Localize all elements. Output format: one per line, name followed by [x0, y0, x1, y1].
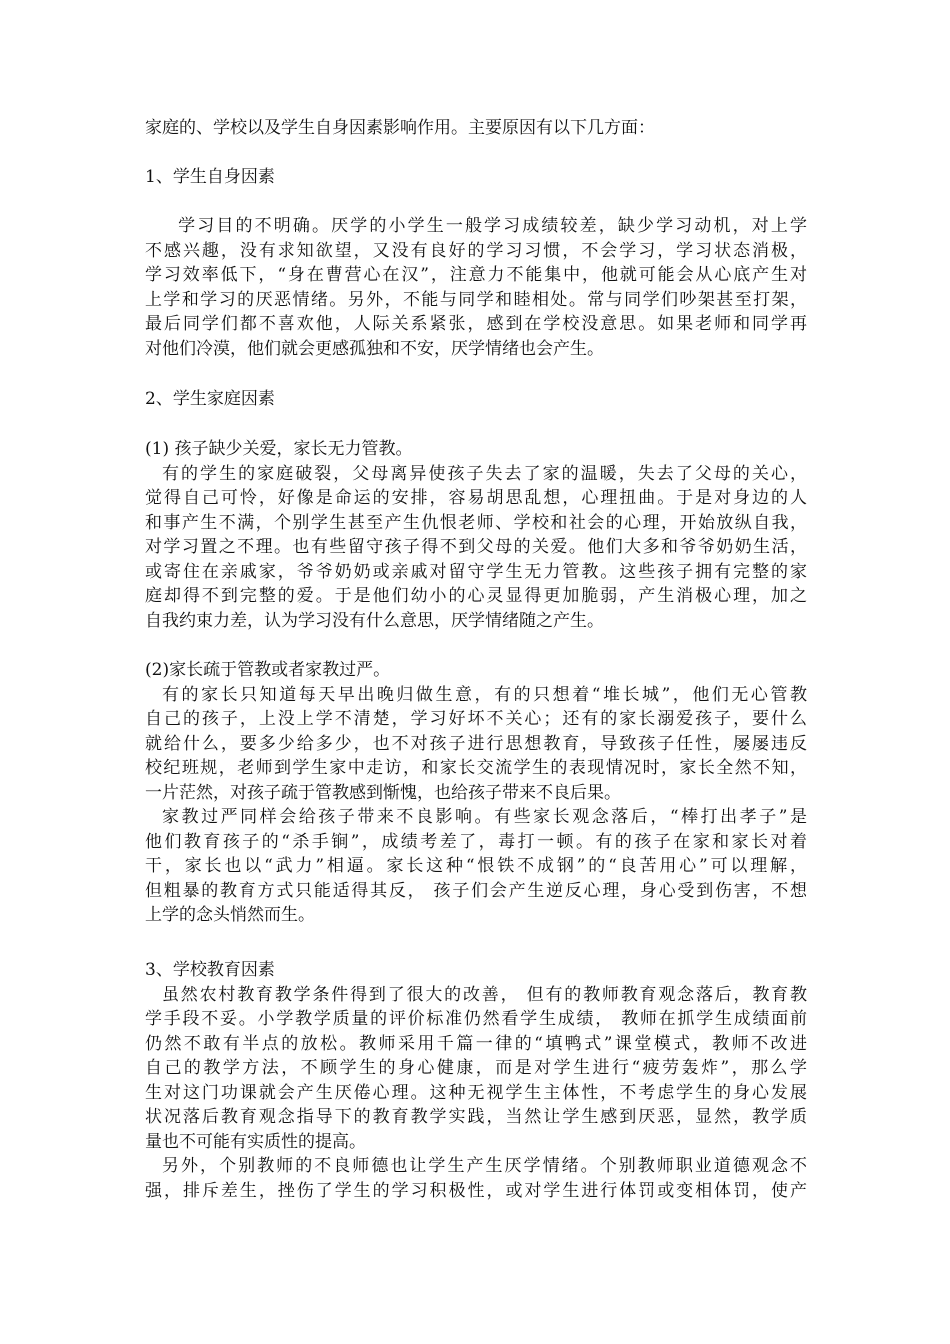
paragraph-family-discipline — [145, 658, 807, 928]
text-line: 觉得自己可怜，好像是命运的安排，容易胡思乱想，心理扭曲。于是对身边的人 — [145, 488, 807, 508]
text-line: 或寄住在亲戚家，爷爷奶奶或亲戚对留守学生无力管教。这些孩子拥有完整的家 — [145, 561, 807, 582]
text-line: 对他们冷漠，他们就会更感孤独和不安，厌学情绪也会产生。 — [145, 338, 604, 359]
text-line: 仍然不敢有半点的放松。教师采用千篇一律的“填鸭式”课堂模式，教师不改进 — [145, 1033, 807, 1054]
text-line: 强，排斥差生，挫伤了学生的学习积极性，或对学生进行体罚或变相体罚，使产 — [145, 1180, 807, 1201]
text-line: 最后同学们都不喜欢他，人际关系紧张，感到在学校没意思。如果老师和同学再 — [145, 314, 807, 334]
paragraph-family-lack-care — [145, 437, 807, 633]
section-heading-1 — [145, 165, 807, 190]
text-line: 1、学生自身因素 — [145, 167, 275, 187]
text-line: 学手段不妥。小学教学质量的评价标准仍然看学生成绩， 教师在抓学生成绩面前 — [145, 1009, 807, 1029]
text-line: 家教过严同样会给孩子带来不良影响。有些家长观念落后，“棒打出孝子”是 — [162, 807, 807, 827]
text-line: 2、学生家庭因素 — [145, 389, 275, 409]
text-line: 不感兴趣，没有求知欲望，又没有良好的学习习惯，不会学习，学习状态消极， — [145, 240, 807, 261]
text-line: 自己的孩子，上没上学不清楚，学习好坏不关心；还有的家长溺爱孩子，要什么 — [145, 709, 807, 729]
text-line: 学习目的不明确。厌学的小学生一般学习成绩较差，缺少学习动机，对上学 — [159, 216, 807, 236]
text-line: 但粗暴的教育方式只能适得其反， 孩子们会产生逆反心理，身心受到伤害，不想 — [145, 880, 807, 901]
text-line: 生对这门功课就会产生厌倦心理。这种无视学生主体性，不考虑学生的身心发展 — [145, 1082, 807, 1103]
text-line: 他们教育孩子的“杀手锏”，成绩考差了，毒打一顿。有的孩子在家和家长对着 — [145, 831, 807, 852]
text-line: 家庭的、学校以及学生自身因素影响作用。主要原因有以下几方面： — [145, 118, 655, 138]
text-line: 庭却得不到完整的爱。于是他们幼小的心灵显得更加脆弱，产生消极心理，加之 — [145, 586, 807, 606]
text-line: 状况落后教育观念指导下的教育教学实践，当然让学生感到厌恶，显然，教学质 — [145, 1107, 807, 1127]
text-line: 就给什么，要多少给多少，也不对孩子进行思想教育，导致孩子任性，屡屡违反 — [145, 733, 807, 754]
text-line: 量也不可能有实质性的提高。 — [145, 1131, 366, 1152]
text-line: 上学的念头悄然而生。 — [145, 905, 315, 925]
text-line: 和事产生不满，个别学生甚至产生仇恨老师、学校和社会的心理，开始放纵自我， — [145, 512, 807, 533]
paragraph-school-factors — [145, 958, 807, 1203]
text-line: 自己的教学方法，不顾学生的身心健康，而是对学生进行“疲劳轰炸”，那么学 — [145, 1058, 807, 1078]
text-line: 干，家长也以“武力”相逼。家长这种“恨铁不成钢”的“良苦用心”可以理解， — [145, 856, 807, 876]
text-line: 对学习置之不理。也有些留守孩子得不到父母的关爱。他们大多和爷爷奶奶生活， — [145, 537, 807, 557]
subheading-line: (1) 孩子缺少关爱，家长无力管教。 — [145, 439, 413, 459]
text-line: 自我约束力差，认为学习没有什么意思，厌学情绪随之产生。 — [145, 610, 604, 631]
text-line: 有的家长只知道每天早出晚归做生意，有的只想着“堆长城”，他们无心管教 — [162, 684, 807, 705]
text-line: 虽然农村教育教学条件得到了很大的改善， 但有的教师教育观念落后，教育教 — [162, 984, 807, 1005]
intro-paragraph — [145, 116, 807, 141]
section-heading-3: 3、学校教育因素 — [145, 960, 275, 980]
section-heading-2 — [145, 387, 807, 412]
text-line: 有的学生的家庭破裂，父母离异使孩子失去了家的温暖，失去了父母的关心， — [162, 463, 807, 484]
paragraph-self-factors — [145, 214, 807, 361]
text-line: 上学和学习的厌恶情绪。另外，不能与同学和睦相处。常与同学们吵架甚至打架， — [145, 289, 807, 310]
subheading-line: (2)家长疏于管教或者家教过严。 — [145, 660, 391, 680]
text-line: 学习效率低下，“身在曹营心在汉”，注意力不能集中，他就可能会从心底产生对 — [145, 265, 807, 285]
text-line: 一片茫然，对孩子疏于管教感到惭愧，也给孩子带来不良后果。 — [145, 782, 621, 803]
text-line: 另外，个别教师的不良师德也让学生产生厌学情绪。个别教师职业道德观念不 — [162, 1156, 807, 1176]
text-line: 校纪班规，老师到学生家中走访，和家长交流学生的表现情况时，家长全然不知， — [145, 758, 807, 778]
